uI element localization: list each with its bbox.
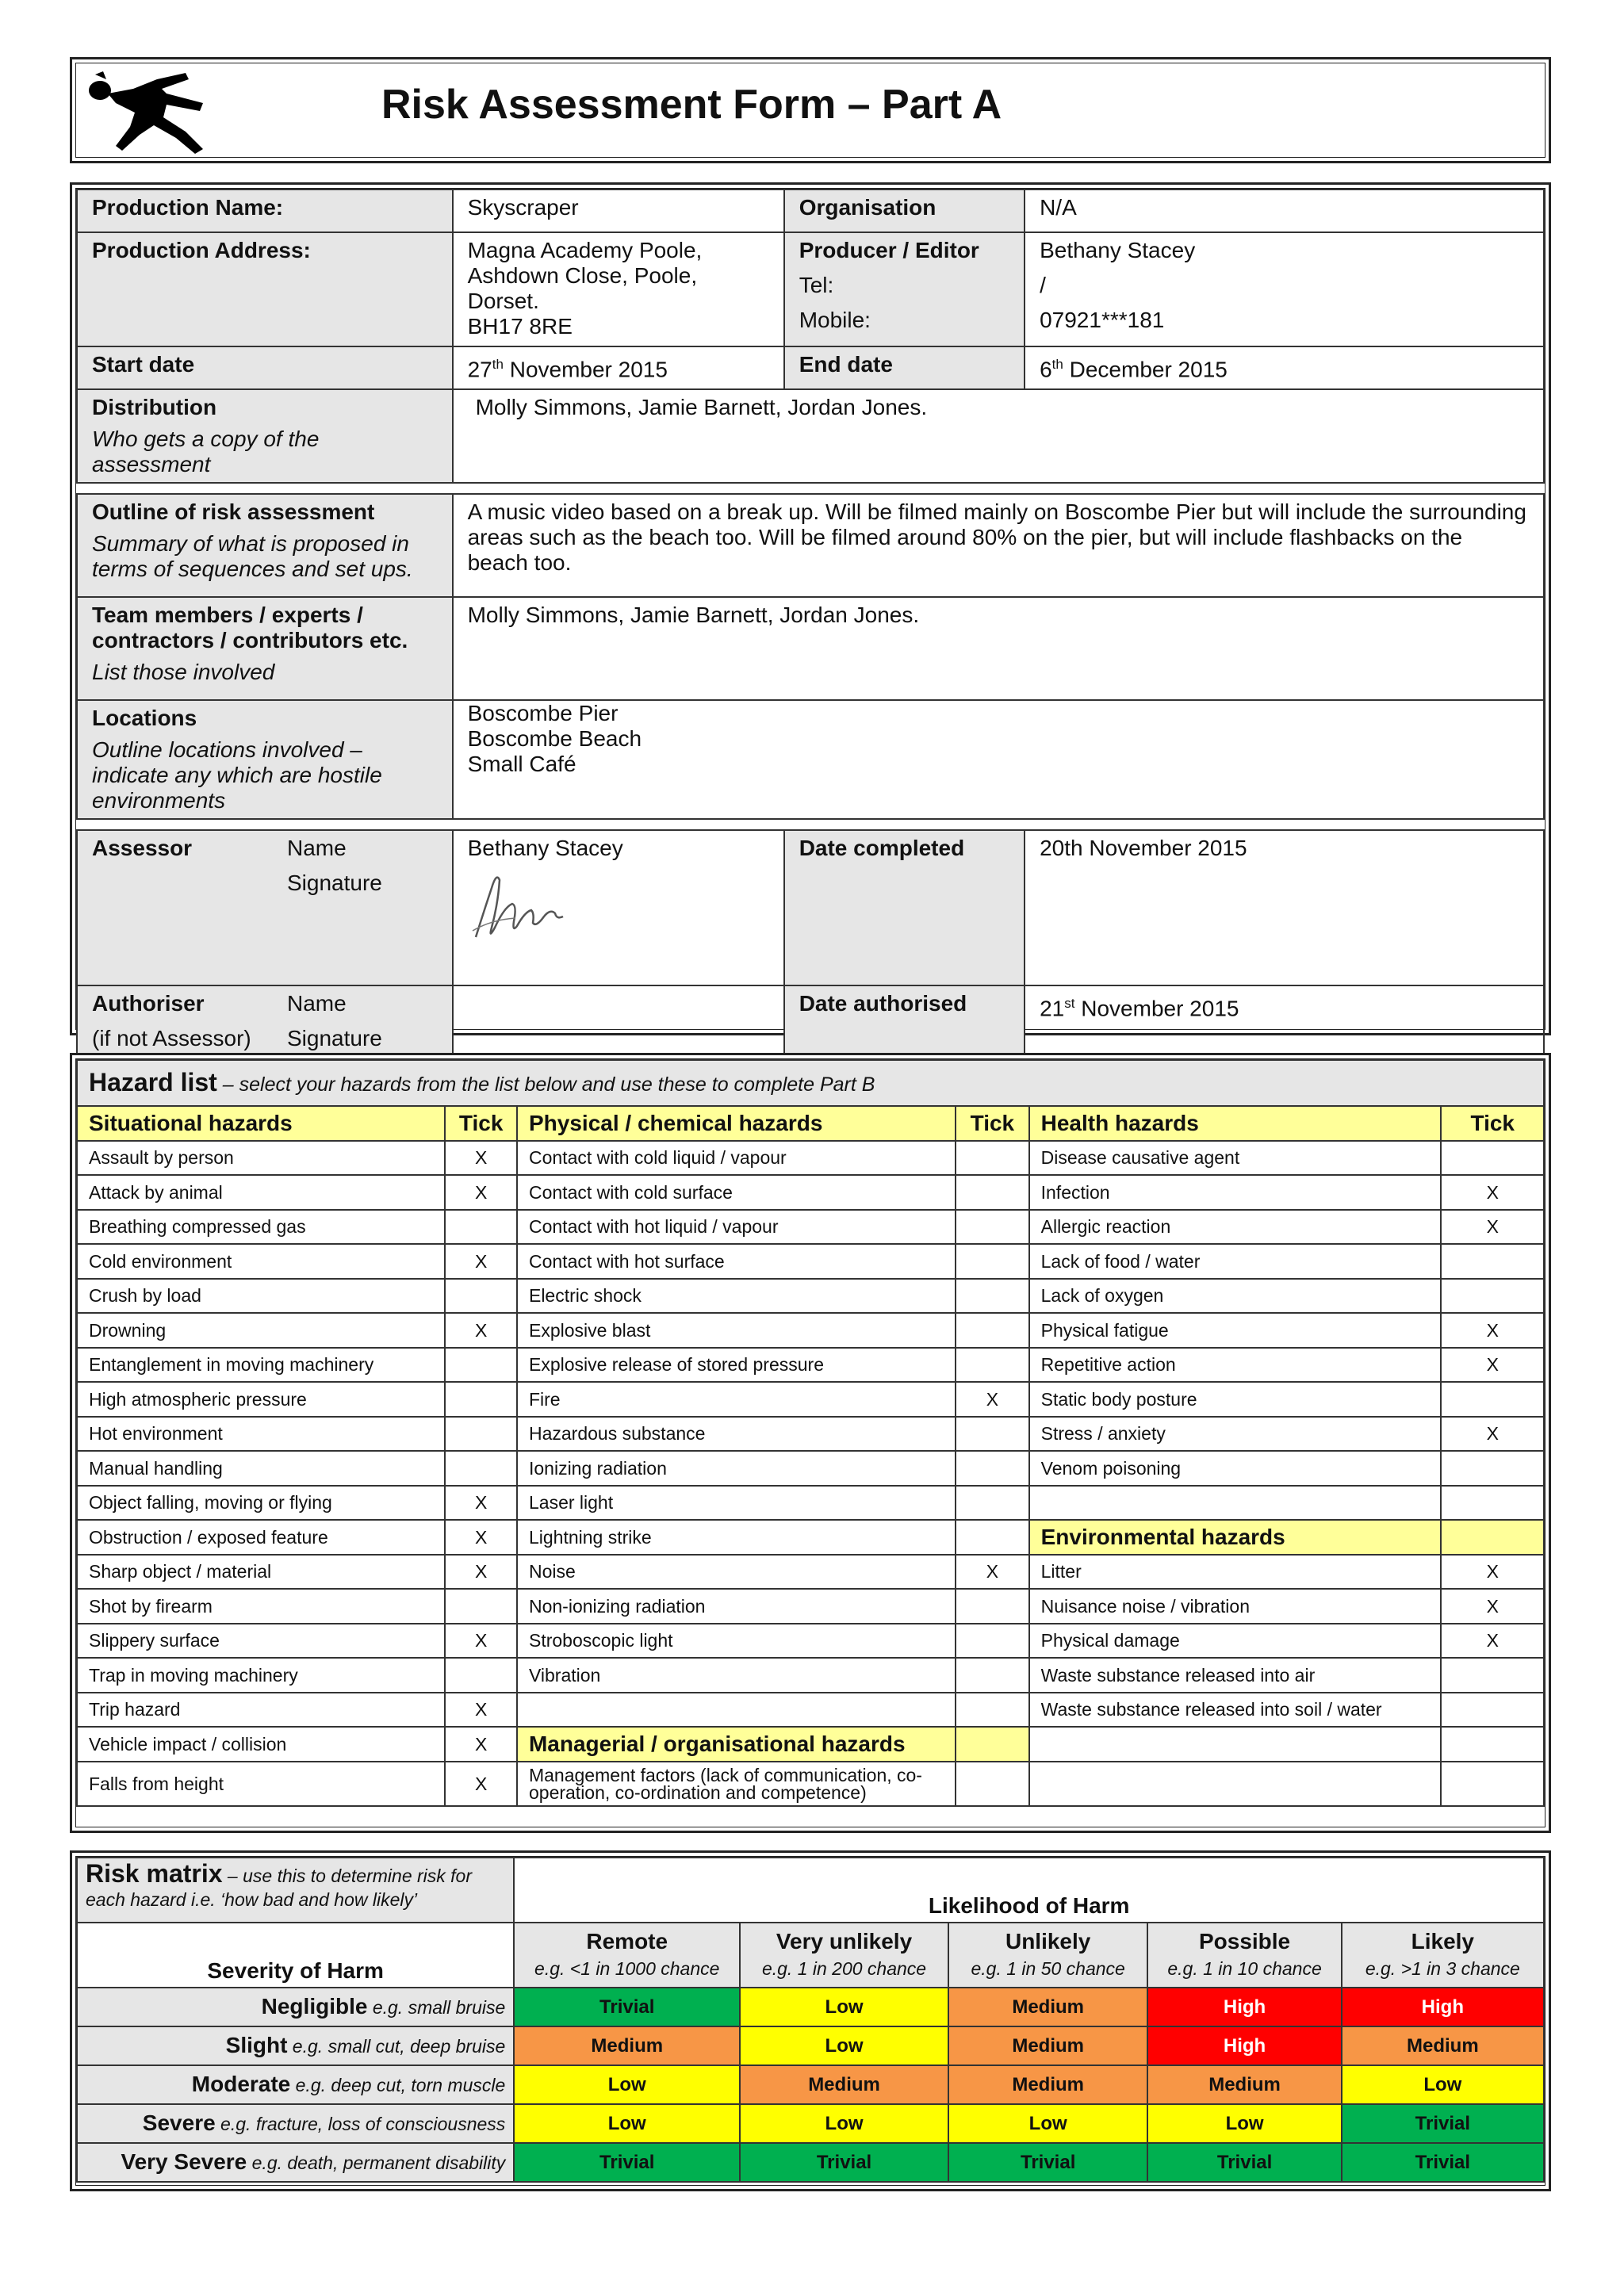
- risk-level-cell: Trivial: [740, 2143, 948, 2182]
- likelihood-name: Possible: [1198, 1929, 1291, 1954]
- production-address-value: [453, 232, 784, 346]
- physical-hazard: Non-ionizing radiation: [517, 1589, 956, 1624]
- severity-example: e.g. small bruise: [367, 1997, 506, 2018]
- tick-header: Tick: [1441, 1106, 1544, 1141]
- severity-example: e.g. small cut, deep bruise: [287, 2036, 506, 2057]
- health-hazard: Lack of oxygen: [1029, 1279, 1442, 1314]
- physical-tick: [956, 1727, 1029, 1762]
- risk-matrix-box: [75, 1856, 1545, 2186]
- situational-hazard: Trap in moving machinery: [77, 1658, 445, 1693]
- risk-matrix-frame: [70, 1850, 1551, 2191]
- situational-header: Situational hazards: [77, 1106, 445, 1141]
- assessor-label: Assessor: [92, 836, 193, 860]
- health-tick: X: [1441, 1555, 1544, 1590]
- severity-title: Severity of Harm: [77, 1923, 514, 1988]
- risk-level-cell: Trivial: [1342, 2104, 1544, 2143]
- physical-hazard: Explosive release of stored pressure: [517, 1348, 956, 1383]
- risk-level-cell: Trivial: [514, 2143, 740, 2182]
- health-tick: [1441, 1727, 1544, 1762]
- situational-tick: [445, 1382, 517, 1417]
- severity-row: [77, 1988, 1544, 2026]
- health-hazard: Waste substance released into air: [1029, 1658, 1442, 1693]
- situational-tick: [445, 1451, 517, 1486]
- health-tick: [1441, 1693, 1544, 1728]
- end-date-label: End date: [784, 346, 1025, 389]
- health-hazard: Nuisance noise / vibration: [1029, 1589, 1442, 1624]
- risk-level-cell: High: [1147, 1988, 1341, 2026]
- production-frame: [70, 182, 1551, 1050]
- situational-tick: [445, 1279, 517, 1314]
- physical-hazard: Laser light: [517, 1486, 956, 1521]
- health-tick: [1441, 1141, 1544, 1176]
- hazard-row: [77, 1520, 1544, 1555]
- health-tick: [1441, 1658, 1544, 1693]
- production-name-value: Skyscraper: [453, 189, 784, 232]
- hazard-row: [77, 1244, 1544, 1279]
- severity-label: Moderate e.g. deep cut, torn muscle: [77, 2065, 514, 2104]
- hazard-row: [77, 1624, 1544, 1659]
- authoriser-signature-label: Signature: [287, 1026, 382, 1050]
- physical-tick: [956, 1520, 1029, 1555]
- hazard-row: [77, 1486, 1544, 1521]
- start-date-label: Start date: [77, 346, 453, 389]
- risk-level-cell: Low: [740, 2026, 948, 2065]
- situational-tick: X: [445, 1313, 517, 1348]
- hazard-frame: [70, 1053, 1551, 1833]
- situational-hazard: Shot by firearm: [77, 1589, 445, 1624]
- situational-hazard: High atmospheric pressure: [77, 1382, 445, 1417]
- physical-hazard: Contact with cold liquid / vapour: [517, 1141, 956, 1176]
- physical-tick: [956, 1141, 1029, 1176]
- situational-tick: X: [445, 1141, 517, 1176]
- hazard-row: [77, 1693, 1544, 1728]
- risk-level-cell: Medium: [740, 2065, 948, 2104]
- hazard-list-note: – select your hazards from the list below and use these to complete Part B: [216, 1073, 875, 1096]
- health-hazard: Disease causative agent: [1029, 1141, 1442, 1176]
- physical-hazard: Fire: [517, 1382, 956, 1417]
- date-authorised-label: Date authorised: [784, 985, 1025, 1063]
- hazard-row: [77, 1762, 1544, 1806]
- physical-tick: X: [956, 1555, 1029, 1590]
- producer-value: Bethany Stacey: [1040, 238, 1196, 262]
- likelihood-title: Likelihood of Harm: [514, 1858, 1544, 1923]
- physical-hazard: Contact with hot surface: [517, 1244, 956, 1279]
- hazard-row: [77, 1279, 1544, 1314]
- team-sub: List those involved: [92, 660, 275, 684]
- situational-tick: X: [445, 1727, 517, 1762]
- situational-hazard: Obstruction / exposed feature: [77, 1520, 445, 1555]
- tel-label: Tel:: [799, 273, 834, 297]
- risk-matrix-heading: Risk matrix – use this to determine risk for each hazard i.e. ‘how bad and how likely’: [77, 1858, 514, 1923]
- health-hazard: Physical damage: [1029, 1624, 1442, 1659]
- team-label-cell: [77, 597, 453, 700]
- hazard-row: [77, 1555, 1544, 1590]
- authoriser-label: Authoriser: [92, 991, 205, 1016]
- hazard-row: [77, 1313, 1544, 1348]
- severity-row: [77, 2143, 1544, 2182]
- risk-level-cell: Low: [514, 2104, 740, 2143]
- situational-tick: X: [445, 1762, 517, 1806]
- risk-level-cell: Trivial: [1147, 2143, 1341, 2182]
- physical-hazard: [517, 1693, 956, 1728]
- health-tick: [1441, 1279, 1544, 1314]
- likelihood-name: Likely: [1411, 1929, 1475, 1954]
- team-label: Team members / experts / contractors / contributors etc.: [92, 603, 408, 652]
- distribution-label-cell: [77, 389, 453, 483]
- situational-hazard: Slippery surface: [77, 1624, 445, 1659]
- health-tick: [1441, 1762, 1544, 1806]
- likelihood-column-header: [740, 1923, 948, 1988]
- title-box: [75, 63, 1545, 158]
- health-header: Health hazards: [1029, 1106, 1442, 1141]
- likelihood-example: e.g. 1 in 10 chance: [1167, 1958, 1322, 1979]
- health-hazard: Stress / anxiety: [1029, 1417, 1442, 1452]
- hazard-row: [77, 1658, 1544, 1693]
- distribution-label: Distribution: [92, 395, 217, 419]
- health-hazard: Venom poisoning: [1029, 1451, 1442, 1486]
- assessor-value-cell: [453, 830, 784, 985]
- physical-tick: [956, 1210, 1029, 1245]
- risk-level-cell: Low: [1342, 2065, 1544, 2104]
- risk-matrix-table: [76, 1857, 1545, 2183]
- health-hazard: Static body posture: [1029, 1382, 1442, 1417]
- physical-hazard: Stroboscopic light: [517, 1624, 956, 1659]
- severity-example: e.g. deep cut, torn muscle: [290, 2075, 506, 2095]
- location-item: Boscombe Beach: [467, 726, 642, 751]
- divider: [77, 483, 1544, 494]
- hazard-row: [77, 1382, 1544, 1417]
- hazard-row: [77, 1727, 1544, 1762]
- production-box: [75, 188, 1545, 1050]
- date-authorised-value: 21st November 2015: [1025, 985, 1544, 1063]
- divider: [77, 819, 1544, 830]
- date-completed-label: Date completed: [784, 830, 1025, 985]
- situational-hazard: Crush by load: [77, 1279, 445, 1314]
- risk-level-cell: Low: [740, 1988, 948, 2026]
- physical-hazard: Contact with cold surface: [517, 1175, 956, 1210]
- start-date-value: 27th November 2015: [453, 346, 784, 389]
- address-line: Magna Academy Poole,: [467, 238, 703, 262]
- health-hazard: Waste substance released into soil / water: [1029, 1693, 1442, 1728]
- health-hazard: [1029, 1486, 1442, 1521]
- producer-values: [1025, 232, 1544, 346]
- assessor-name: Bethany Stacey: [467, 836, 623, 860]
- tick-header: Tick: [445, 1106, 517, 1141]
- severity-row: [77, 2104, 1544, 2143]
- outline-label: Outline of risk assessment: [92, 499, 375, 524]
- risk-level-cell: Low: [514, 2065, 740, 2104]
- location-item: Small Café: [467, 752, 576, 776]
- situational-tick: X: [445, 1555, 517, 1590]
- physical-hazard: Ionizing radiation: [517, 1451, 956, 1486]
- hazard-row: [77, 1141, 1544, 1176]
- physical-hazard: Contact with hot liquid / vapour: [517, 1210, 956, 1245]
- likelihood-example: e.g. >1 in 3 chance: [1365, 1958, 1520, 1979]
- risk-level-cell: Medium: [514, 2026, 740, 2065]
- production-table: [76, 189, 1545, 1064]
- physical-tick: [956, 1348, 1029, 1383]
- risk-matrix-rows: [77, 1988, 1544, 2182]
- mobile-label: Mobile:: [799, 308, 871, 332]
- authoriser-label-cell: [77, 985, 453, 1063]
- health-tick: [1441, 1382, 1544, 1417]
- physical-tick: [956, 1693, 1029, 1728]
- situational-hazard: Sharp object / material: [77, 1555, 445, 1590]
- health-hazard: Lack of food / water: [1029, 1244, 1442, 1279]
- situational-tick: X: [445, 1244, 517, 1279]
- situational-hazard: Attack by animal: [77, 1175, 445, 1210]
- physical-hazard: Noise: [517, 1555, 956, 1590]
- health-hazard: Repetitive action: [1029, 1348, 1442, 1383]
- health-tick: X: [1441, 1210, 1544, 1245]
- organisation-value: N/A: [1025, 189, 1544, 232]
- producer-labels: [784, 232, 1025, 346]
- situational-tick: X: [445, 1520, 517, 1555]
- likelihood-name: Very unlikely: [776, 1929, 913, 1954]
- physical-tick: [956, 1624, 1029, 1659]
- hazard-row: [77, 1589, 1544, 1624]
- assessor-label-cell: [77, 830, 453, 985]
- physical-hazard: Lightning strike: [517, 1520, 956, 1555]
- situational-hazard: Manual handling: [77, 1451, 445, 1486]
- health-tick: X: [1441, 1417, 1544, 1452]
- situational-hazard: Assault by person: [77, 1141, 445, 1176]
- outline-label-cell: [77, 494, 453, 597]
- address-line: Ashdown Close, Poole, Dorset.: [467, 263, 698, 313]
- situational-hazard: Cold environment: [77, 1244, 445, 1279]
- hazard-table: [76, 1059, 1545, 1807]
- situational-hazard: Trip hazard: [77, 1693, 445, 1728]
- severity-row: [77, 2026, 1544, 2065]
- health-hazard: Infection: [1029, 1175, 1442, 1210]
- hazard-row: [77, 1175, 1544, 1210]
- team-value: Molly Simmons, Jamie Barnett, Jordan Jones.: [453, 597, 1544, 700]
- situational-tick: X: [445, 1486, 517, 1521]
- health-tick: X: [1441, 1175, 1544, 1210]
- situational-tick: X: [445, 1624, 517, 1659]
- health-tick: X: [1441, 1589, 1544, 1624]
- situational-tick: [445, 1658, 517, 1693]
- health-tick: X: [1441, 1348, 1544, 1383]
- severity-label: Negligible e.g. small bruise: [77, 1988, 514, 2026]
- situational-tick: [445, 1348, 517, 1383]
- severity-row: [77, 2065, 1544, 2104]
- severity-label: Severe e.g. fracture, loss of consciousness: [77, 2104, 514, 2143]
- situational-tick: [445, 1210, 517, 1245]
- likelihood-column-header: [1342, 1923, 1544, 1988]
- health-hazard: Litter: [1029, 1555, 1442, 1590]
- authoriser-sub: (if not Assessor): [92, 1026, 251, 1050]
- mobile-value: 07921***181: [1040, 308, 1165, 332]
- physical-hazard: Electric shock: [517, 1279, 956, 1314]
- physical-tick: X: [956, 1382, 1029, 1417]
- health-tick: [1441, 1486, 1544, 1521]
- risk-matrix-note: – use this to determine risk for each hazard i.e. ‘how bad and how likely’: [86, 1866, 472, 1910]
- locations-value: [453, 700, 1544, 819]
- likelihood-name: Unlikely: [1005, 1929, 1091, 1954]
- producer-label: Producer / Editor: [799, 238, 979, 262]
- risk-level-cell: Medium: [948, 1988, 1148, 2026]
- risk-level-cell: Trivial: [948, 2143, 1148, 2182]
- physical-tick: [956, 1279, 1029, 1314]
- outline-sub: Summary of what is proposed in terms of sequences and set ups.: [92, 531, 413, 581]
- falling-person-icon: [84, 70, 227, 163]
- risk-level-cell: Medium: [948, 2026, 1148, 2065]
- situational-tick: [445, 1417, 517, 1452]
- health-hazard: Physical fatigue: [1029, 1313, 1442, 1348]
- authoriser-name-label: Name: [287, 991, 347, 1016]
- physical-hazard: Managerial / organisational hazards: [517, 1727, 956, 1762]
- likelihood-example: e.g. 1 in 200 chance: [761, 1958, 927, 1979]
- signature-icon: [468, 864, 626, 943]
- risk-level-cell: Low: [948, 2104, 1148, 2143]
- physical-hazard: Explosive blast: [517, 1313, 956, 1348]
- authoriser-value-cell: [453, 985, 784, 1063]
- page-title: Risk Assessment Form – Part A: [381, 82, 1002, 128]
- physical-hazard: Vibration: [517, 1658, 956, 1693]
- location-item: Boscombe Pier: [467, 701, 619, 725]
- tick-header: Tick: [956, 1106, 1029, 1141]
- likelihood-name: Remote: [586, 1929, 668, 1954]
- health-tick: X: [1441, 1624, 1544, 1659]
- hazard-list-heading: Hazard list – select your hazards from the list below and use these to complete Part B: [77, 1060, 1544, 1106]
- situational-hazard: Entanglement in moving machinery: [77, 1348, 445, 1383]
- distribution-value: Molly Simmons, Jamie Barnett, Jordan Jones.: [453, 389, 1544, 483]
- situational-tick: X: [445, 1175, 517, 1210]
- physical-hazard: Management factors (lack of communication, co-operation, co-ordination and competence): [517, 1762, 956, 1806]
- risk-level-cell: Low: [1147, 2104, 1341, 2143]
- tel-value: /: [1040, 273, 1046, 297]
- health-hazard: [1029, 1727, 1442, 1762]
- health-hazard: [1029, 1762, 1442, 1806]
- distribution-sub: Who gets a copy of the assessment: [92, 427, 320, 476]
- health-tick: X: [1441, 1313, 1544, 1348]
- physical-tick: [956, 1417, 1029, 1452]
- risk-level-cell: Trivial: [514, 1988, 740, 2026]
- physical-tick: [956, 1451, 1029, 1486]
- title-frame: [70, 57, 1551, 163]
- risk-level-cell: High: [1147, 2026, 1341, 2065]
- hazard-row: [77, 1451, 1544, 1486]
- physical-header: Physical / chemical hazards: [517, 1106, 956, 1141]
- assessor-signature-label: Signature: [287, 871, 382, 895]
- severity-example: e.g. death, permanent disability: [247, 2152, 506, 2173]
- physical-tick: [956, 1658, 1029, 1693]
- risk-level-cell: Medium: [1147, 2065, 1341, 2104]
- physical-tick: [956, 1244, 1029, 1279]
- health-tick: [1441, 1244, 1544, 1279]
- likelihood-column-header: [1147, 1923, 1341, 1988]
- production-name-label: Production Name:: [77, 189, 453, 232]
- likelihood-column-header: [948, 1923, 1148, 1988]
- assessor-name-label: Name: [287, 836, 347, 860]
- risk-level-cell: Medium: [948, 2065, 1148, 2104]
- situational-hazard: Falls from height: [77, 1762, 445, 1806]
- hazard-box: [75, 1058, 1545, 1827]
- physical-tick: [956, 1175, 1029, 1210]
- address-line: BH17 8RE: [467, 314, 573, 339]
- hazard-rows: [77, 1141, 1544, 1806]
- severity-label: Very Severe e.g. death, permanent disability: [77, 2143, 514, 2182]
- production-address-label: Production Address:: [77, 232, 453, 346]
- situational-hazard: Breathing compressed gas: [77, 1210, 445, 1245]
- situational-hazard: Object falling, moving or flying: [77, 1486, 445, 1521]
- risk-level-cell: Low: [740, 2104, 948, 2143]
- health-hazard: Allergic reaction: [1029, 1210, 1442, 1245]
- health-tick: [1441, 1520, 1544, 1555]
- likelihood-column-header: [514, 1923, 740, 1988]
- physical-tick: [956, 1589, 1029, 1624]
- hazard-row: [77, 1417, 1544, 1452]
- date-completed-value: 20th November 2015: [1025, 830, 1544, 985]
- situational-hazard: Vehicle impact / collision: [77, 1727, 445, 1762]
- hazard-row: [77, 1210, 1544, 1245]
- severity-label: Slight e.g. small cut, deep bruise: [77, 2026, 514, 2065]
- risk-level-cell: Medium: [1342, 2026, 1544, 2065]
- situational-tick: X: [445, 1693, 517, 1728]
- organisation-label: Organisation: [784, 189, 1025, 232]
- physical-tick: [956, 1486, 1029, 1521]
- likelihood-example: e.g. 1 in 50 chance: [971, 1958, 1125, 1979]
- health-tick: [1441, 1451, 1544, 1486]
- end-date-value: 6th December 2015: [1025, 346, 1544, 389]
- physical-tick: [956, 1313, 1029, 1348]
- risk-level-cell: Trivial: [1342, 2143, 1544, 2182]
- likelihood-example: e.g. <1 in 1000 chance: [534, 1958, 720, 1979]
- situational-hazard: Drowning: [77, 1313, 445, 1348]
- physical-tick: [956, 1762, 1029, 1806]
- locations-label: Locations: [92, 706, 197, 730]
- risk-level-cell: High: [1342, 1988, 1544, 2026]
- locations-label-cell: [77, 700, 453, 819]
- situational-tick: [445, 1589, 517, 1624]
- health-hazard: Environmental hazards: [1029, 1520, 1442, 1555]
- physical-hazard: Hazardous substance: [517, 1417, 956, 1452]
- severity-example: e.g. fracture, loss of consciousness: [215, 2114, 506, 2134]
- situational-hazard: Hot environment: [77, 1417, 445, 1452]
- hazard-row: [77, 1348, 1544, 1383]
- outline-value: A music video based on a break up. Will be filmed mainly on Boscombe Pier but will include the surrounding areas such as the beach too. Will be filmed around 80% on the pier, but will include flashbacks on the beach too.: [453, 494, 1544, 597]
- locations-sub: Outline locations involved – indicate any which are hostile environments: [92, 737, 382, 813]
